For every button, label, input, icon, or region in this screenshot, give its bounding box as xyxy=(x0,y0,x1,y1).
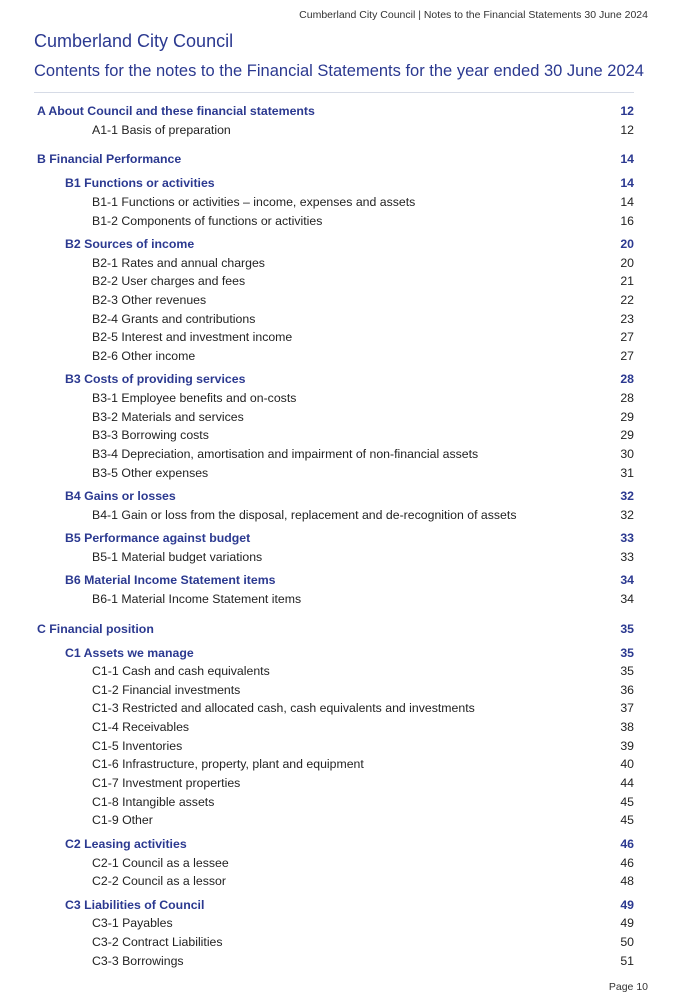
toc-entry-label: B1-2 Components of functions or activities xyxy=(92,214,323,228)
toc-entry-page: 35 xyxy=(620,664,634,678)
toc-entry-page: 38 xyxy=(620,720,634,734)
toc-entry-label: C1-6 Infrastructure, property, plant and equipment xyxy=(92,757,364,771)
toc-entry-page: 36 xyxy=(620,683,634,697)
toc-entry-page: 14 xyxy=(620,152,634,166)
toc-entry-page: 29 xyxy=(620,410,634,424)
toc-entry-label: B5-1 Material budget variations xyxy=(92,550,263,564)
toc-entry-page: 50 xyxy=(620,935,634,949)
toc-entry-label: B4-1 Gain or loss from the disposal, replacement and de-recognition of assets xyxy=(92,508,517,522)
toc-entry[interactable] xyxy=(0,195,682,213)
toc-entry-page: 34 xyxy=(620,573,634,587)
toc-entry-page: 34 xyxy=(620,592,634,606)
toc-entry-label: C1-9 Other xyxy=(92,813,153,827)
toc-entry-page: 27 xyxy=(620,330,634,344)
toc-entry-page: 28 xyxy=(620,372,634,386)
toc-entry-page: 40 xyxy=(620,757,634,771)
toc-entry[interactable] xyxy=(0,874,682,892)
toc-entry-page: 35 xyxy=(620,646,634,660)
page-number: Page 10 xyxy=(608,981,648,993)
toc-entry[interactable] xyxy=(0,701,682,719)
toc-entry-label: B2-5 Interest and investment income xyxy=(92,330,293,344)
toc-entry-label: C1-3 Restricted and allocated cash, cash equivalents and investments xyxy=(92,701,475,715)
toc-entry[interactable] xyxy=(0,256,682,274)
toc-entry-page: 12 xyxy=(620,104,634,118)
toc-entry-page: 37 xyxy=(620,701,634,715)
toc-entry-label: C3-2 Contract Liabilities xyxy=(92,935,223,949)
toc-entry-label: B3-4 Depreciation, amortisation and impairment of non-financial assets xyxy=(92,447,479,461)
toc-entry-label: C1-5 Inventories xyxy=(92,739,183,753)
toc-entry[interactable] xyxy=(0,214,682,232)
toc-entry[interactable] xyxy=(0,330,682,348)
toc-entry[interactable] xyxy=(0,312,682,330)
toc-section-heading[interactable] xyxy=(0,622,682,640)
toc-entry-label: B2 Sources of income xyxy=(65,237,195,251)
toc-entry-label: C1-2 Financial investments xyxy=(92,683,241,697)
toc-entry[interactable] xyxy=(0,935,682,953)
toc-entry-label: C3-1 Payables xyxy=(92,916,173,930)
toc-subsection-heading[interactable] xyxy=(0,372,682,390)
toc-entry-label: B3-1 Employee benefits and on-costs xyxy=(92,391,297,405)
toc-entry[interactable] xyxy=(0,739,682,757)
toc-entry-label: A1-1 Basis of preparation xyxy=(92,123,231,137)
toc-entry-label: B1-1 Functions or activities – income, expenses and assets xyxy=(92,195,416,209)
toc-subsection-heading[interactable] xyxy=(0,531,682,549)
toc-section-heading[interactable] xyxy=(0,104,682,122)
toc-entry-label: C2 Leasing activities xyxy=(65,837,187,851)
toc-entry[interactable] xyxy=(0,550,682,568)
toc-entry-page: 16 xyxy=(620,214,634,228)
toc-section-heading[interactable] xyxy=(0,152,682,170)
toc-entry-page: 51 xyxy=(620,954,634,968)
toc-entry-label: C1-4 Receivables xyxy=(92,720,190,734)
toc-entry-label: C1-8 Intangible assets xyxy=(92,795,215,809)
toc-entry[interactable] xyxy=(0,447,682,465)
toc-entry[interactable] xyxy=(0,757,682,775)
toc-entry[interactable] xyxy=(0,349,682,367)
toc-entry[interactable] xyxy=(0,428,682,446)
toc-entry-label: C2-1 Council as a lessee xyxy=(92,856,229,870)
toc-subsection-heading[interactable] xyxy=(0,237,682,255)
toc-entry-label: C1-1 Cash and cash equivalents xyxy=(92,664,270,678)
toc-entry-page: 28 xyxy=(620,391,634,405)
toc-subsection-heading[interactable] xyxy=(0,176,682,194)
toc-subsection-heading[interactable] xyxy=(0,898,682,916)
toc-entry-page: 30 xyxy=(620,447,634,461)
toc-entry-page: 23 xyxy=(620,312,634,326)
toc-entry[interactable] xyxy=(0,776,682,794)
toc-entry-page: 14 xyxy=(620,195,634,209)
toc-entry-page: 35 xyxy=(620,622,634,636)
toc-entry[interactable] xyxy=(0,508,682,526)
toc-entry-label: B3-3 Borrowing costs xyxy=(92,428,209,442)
council-name: Cumberland City Council xyxy=(34,31,234,51)
toc-entry[interactable] xyxy=(0,795,682,813)
toc-entry-page: 20 xyxy=(620,237,634,251)
toc-entry-page: 12 xyxy=(620,123,634,137)
toc-entry-label: B2-2 User charges and fees xyxy=(92,274,246,288)
toc-entry-label: B5 Performance against budget xyxy=(65,531,251,545)
toc-entry-label: B6-1 Material Income Statement items xyxy=(92,592,302,606)
toc-entry-label: C3-3 Borrowings xyxy=(92,954,184,968)
toc-entry[interactable] xyxy=(0,293,682,311)
toc-entry-page: 45 xyxy=(620,795,634,809)
toc-entry-label: C3 Liabilities of Council xyxy=(65,898,205,912)
toc-entry-page: 32 xyxy=(620,508,634,522)
toc-subsection-heading[interactable] xyxy=(0,573,682,591)
toc-entry-label: B2-1 Rates and annual charges xyxy=(92,256,265,270)
toc-entry-label: B Financial Performance xyxy=(37,152,182,166)
toc-entry-page: 31 xyxy=(620,466,634,480)
toc-entry-page: 49 xyxy=(620,898,634,912)
toc-entry[interactable] xyxy=(0,592,682,610)
toc-entry-page: 21 xyxy=(620,274,634,288)
toc-entry-label: C1 Assets we manage xyxy=(65,646,194,660)
toc-subsection-heading[interactable] xyxy=(0,837,682,855)
toc-entry[interactable] xyxy=(0,813,682,831)
toc-entry-label: B6 Material Income Statement items xyxy=(65,573,276,587)
toc-entry[interactable] xyxy=(0,916,682,934)
toc-entry-label: B2-3 Other revenues xyxy=(92,293,207,307)
toc-entry-label: B3-5 Other expenses xyxy=(92,466,209,480)
running-header: Cumberland City Council | Notes to the Financial Statements 30 June 2024 xyxy=(299,9,648,21)
page-title: Contents for the notes to the Financial Statements for the year ended 30 June 2024 xyxy=(34,62,644,80)
toc-entry-label: C1-7 Investment properties xyxy=(92,776,241,790)
toc-entry-label: B4 Gains or losses xyxy=(65,489,176,503)
toc-entry-label: B2-6 Other income xyxy=(92,349,196,363)
toc-entry-page: 39 xyxy=(620,739,634,753)
toc-entry[interactable] xyxy=(0,720,682,738)
toc-entry-label: B3 Costs of providing services xyxy=(65,372,246,386)
toc-entry-label: C2-2 Council as a lessor xyxy=(92,874,226,888)
toc-entry-label: B2-4 Grants and contributions xyxy=(92,312,256,326)
toc-entry-page: 45 xyxy=(620,813,634,827)
toc-entry-label: A About Council and these financial statements xyxy=(37,104,315,118)
toc-entry[interactable] xyxy=(0,683,682,701)
toc-entry-page: 20 xyxy=(620,256,634,270)
toc-entry[interactable] xyxy=(0,856,682,874)
toc-subsection-heading[interactable] xyxy=(0,489,682,507)
toc-entry[interactable] xyxy=(0,274,682,292)
toc-entry-label: B3-2 Materials and services xyxy=(92,410,244,424)
toc-entry-page: 27 xyxy=(620,349,634,363)
toc-entry-page: 33 xyxy=(620,550,634,564)
toc-entry-page: 29 xyxy=(620,428,634,442)
toc-entry-label: C Financial position xyxy=(37,622,154,636)
toc-entry-page: 44 xyxy=(620,776,634,790)
toc-entry[interactable] xyxy=(0,664,682,682)
toc-subsection-heading[interactable] xyxy=(0,646,682,664)
toc-entry[interactable] xyxy=(0,391,682,409)
toc-entry-page: 22 xyxy=(620,293,634,307)
toc-entry[interactable] xyxy=(0,954,682,972)
toc-entry-page: 33 xyxy=(620,531,634,545)
toc-entry[interactable] xyxy=(0,123,682,141)
toc-entry-page: 49 xyxy=(620,916,634,930)
toc-entry-label: B1 Functions or activities xyxy=(65,176,215,190)
toc-entry-page: 48 xyxy=(620,874,634,888)
toc-entry[interactable] xyxy=(0,466,682,484)
toc-entry[interactable] xyxy=(0,410,682,428)
toc-entry-page: 32 xyxy=(620,489,634,503)
toc-entry-page: 46 xyxy=(620,837,634,851)
toc-entry-page: 46 xyxy=(620,856,634,870)
toc-entry-page: 14 xyxy=(620,176,634,190)
